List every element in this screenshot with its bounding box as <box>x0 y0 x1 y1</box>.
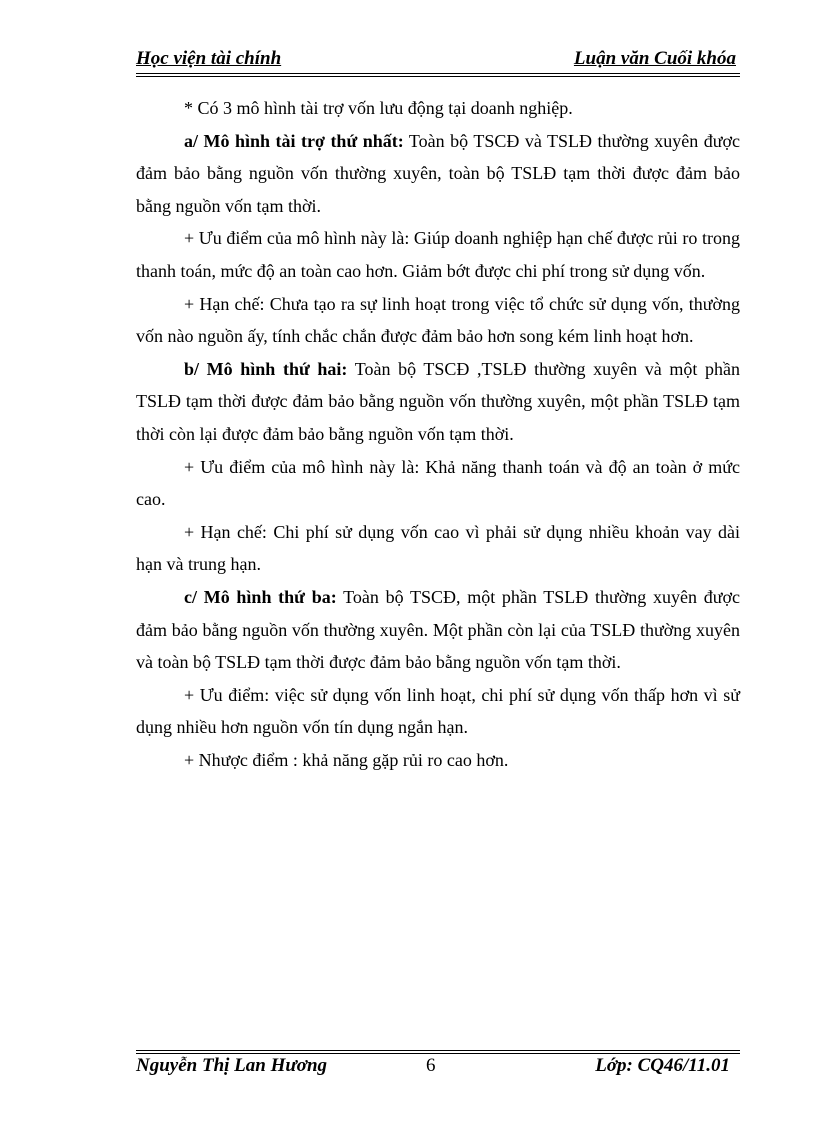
intro-paragraph: * Có 3 mô hình tài trợ vốn lưu động tại doanh nghiệp. <box>184 98 573 118</box>
header-rule-double <box>136 76 740 77</box>
header-institution: Học viện tài chính <box>136 48 282 69</box>
page-footer <box>136 1055 740 1079</box>
model-b-limitation: + Hạn chế: Chi phí sử dụng vốn cao vì phải sử dụng nhiều khoản vay dài hạn và trung hạn. <box>136 521 740 575</box>
model-a-limitation: + Hạn chế: Chưa tạo ra sự linh hoạt trong việc tổ chức sử dụng vốn, thường vốn nào nguồn ấy, tính chắc chắn được đảm bảo hơn song kém linh hoạt hơn. <box>136 293 740 347</box>
footer-class: Lớp: CQ46/11.01 <box>595 1055 730 1076</box>
header-document-type: Luận văn Cuối khóa <box>573 48 736 69</box>
model-c-label: c/ Mô hình thứ ba: <box>184 586 337 607</box>
footer-rule <box>136 1050 740 1051</box>
model-a-text: Toàn bộ TSCĐ và TSLĐ thường xuyên được đảm bảo bằng nguồn vốn thường xuyên, toàn bộ TSLĐ tạm thời được đảm bảo bằng nguồn vốn tạm thời. <box>136 130 741 216</box>
model-a-paragraph <box>136 125 740 223</box>
model-a-advantage: + Ưu điểm của mô hình này là: Giúp doanh nghiệp hạn chế được rủi ro trong thanh toán, mức độ an toàn cao hơn. Giảm bớt được chi phí trong sử dụng vốn. <box>136 228 740 281</box>
model-c-disadvantage: + Nhược điểm : khả năng gặp rủi ro cao hơn. <box>184 749 509 770</box>
page-header <box>136 48 740 72</box>
model-c-text: Toàn bộ TSCĐ, một phần TSLĐ thường xuyên được đảm bảo bằng nguồn vốn thường xuyên. Một phần còn lại của TSLĐ thường xuyên và toàn bộ TSLĐ tạm thời được đảm bảo bằng nguồn vốn tạm thời. <box>136 586 740 673</box>
model-b-text: Toàn bộ TSCĐ ,TSLĐ thường xuyên và một phần TSLĐ tạm thời được đảm bảo bằng nguồn vốn thường xuyên, một phần TSLĐ tạm thời còn lại được đảm bảo bằng nguồn vốn tạm thời. <box>136 358 740 444</box>
header-rule <box>136 73 740 74</box>
footer-author: Nguyễn Thị Lan Hương <box>136 1055 328 1076</box>
model-a-label: a/ Mô hình tài trợ thứ nhất: <box>184 130 404 151</box>
model-b-paragraph <box>136 353 740 451</box>
footer-rule-double <box>136 1053 740 1054</box>
model-c-paragraph <box>136 581 740 679</box>
model-c-advantage: + Ưu điểm: việc sử dụng vốn linh hoạt, chi phí sử dụng vốn thấp hơn vì sử dụng nhiều hơn nguồn vốn tín dụng ngắn hạn. <box>136 684 740 738</box>
page-number: 6 <box>426 1055 436 1076</box>
model-b-advantage: + Ưu điểm của mô hình này là: Khả năng thanh toán và độ an toàn ở mức cao. <box>136 456 740 510</box>
document-body <box>136 92 740 776</box>
model-b-label: b/ Mô hình thứ hai: <box>184 358 348 379</box>
